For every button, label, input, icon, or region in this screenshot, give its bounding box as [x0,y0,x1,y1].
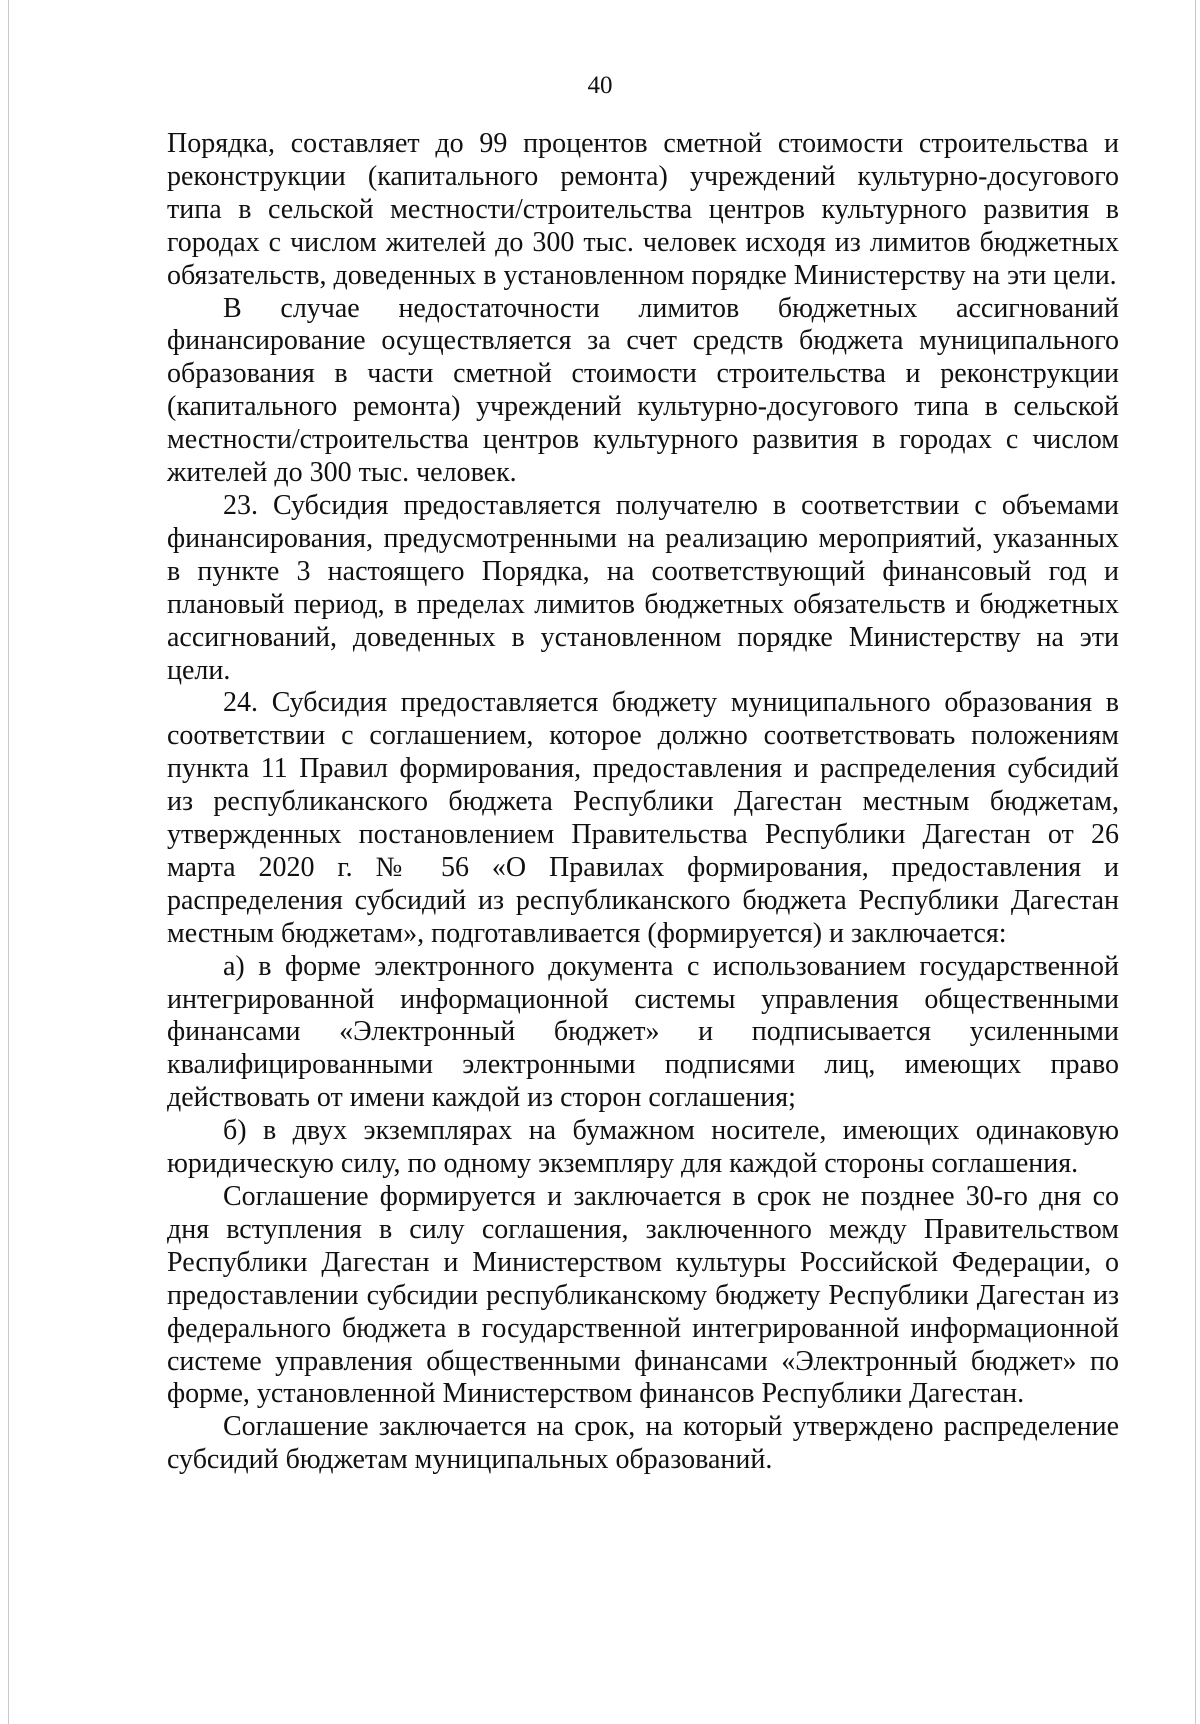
scan-edge-right [1195,0,1196,1724]
paragraph-item-24: 24. Субсидия предоставляется бюджету муниципального образования в соответствии с соглашением, которое должно соответствовать положениям пункта 11 Правил формирования, предоставления и распределения субсидий из республиканского бюджета Республики Дагестан местным бюджетам, утвержденных постановлением Правительства Республики Дагестан от 26 марта 2020 г. № 56 «О Правилах формирования, предоставления и распределения субсидий из республиканского бюджета Республики Дагестан местным бюджетам», подготавливается (формируется) и заключается: [167,687,1119,949]
paragraph-subitem-b: б) в двух экземплярах на бумажном носителе, имеющих одинаковую юридическую силу, по одному экземпляру для каждой стороны соглашения. [167,1115,1119,1180]
paragraph-item-23: 23. Субсидия предоставляется получателю в соответствии с объемами финансирования, предусмотренными на реализацию мероприятий, указанных в пункте 3 настоящего Порядка, на соответствующий финансовый год и плановый период, в пределах лимитов бюджетных обязательств и бюджетных ассигнований, доведенных в установленном порядке Министерству на эти цели. [167,489,1119,686]
paragraph-insufficient-limits: В случае недостаточности лимитов бюджетных ассигнований финансирование осуществляется за счет средств бюджета муниципального образования в части сметной стоимости строительства и реконструкции (капитального ремонта) учреждений культурно-досугового типа в сельской местности/строительства центров культурного развития в городах с числом жителей до 300 тыс. человек. [167,292,1119,489]
paragraph-agreement-term: Соглашение формируется и заключается в срок не позднее 30-го дня со дня вступления в силу соглашения, заключенного между Правительством Республики Дагестан и Министерством культуры Российской Федерации, о предоставлении субсидии республиканскому бюджету Республики Дагестан из федерального бюджета в государственной интегрированной информационной системе управления общественными финансами «Электронный бюджет» по форме, установленной Министерством финансов Республики Дагестан. [167,1181,1119,1410]
paragraph-continuation: Порядка, составляет до 99 процентов сметной стоимости строительства и реконструкции (капитального ремонта) учреждений культурно-досугового типа в сельской местности/строительства центров культурного развития в городах с числом жителей до 300 тыс. человек исходя из лимитов бюджетных обязательств, доведенных в установленном порядке Министерству на эти цели. [167,128,1119,291]
paragraph-subitem-a: а) в форме электронного документа с использованием государственной интегрированной информационной системы управления общественными финансами «Электронный бюджет» и подписывается усиленными квалифицированными электронными подписями лиц, имеющих право действовать от имени каждой из сторон соглашения; [167,950,1119,1114]
document-body [167,128,1119,1477]
page-number: 40 [587,72,613,99]
paragraph-agreement-duration: Соглашение заключается на срок, на который утверждено распределение субсидий бюджетам муниципальных образований. [167,1411,1119,1476]
scan-edge-left [8,0,9,1724]
